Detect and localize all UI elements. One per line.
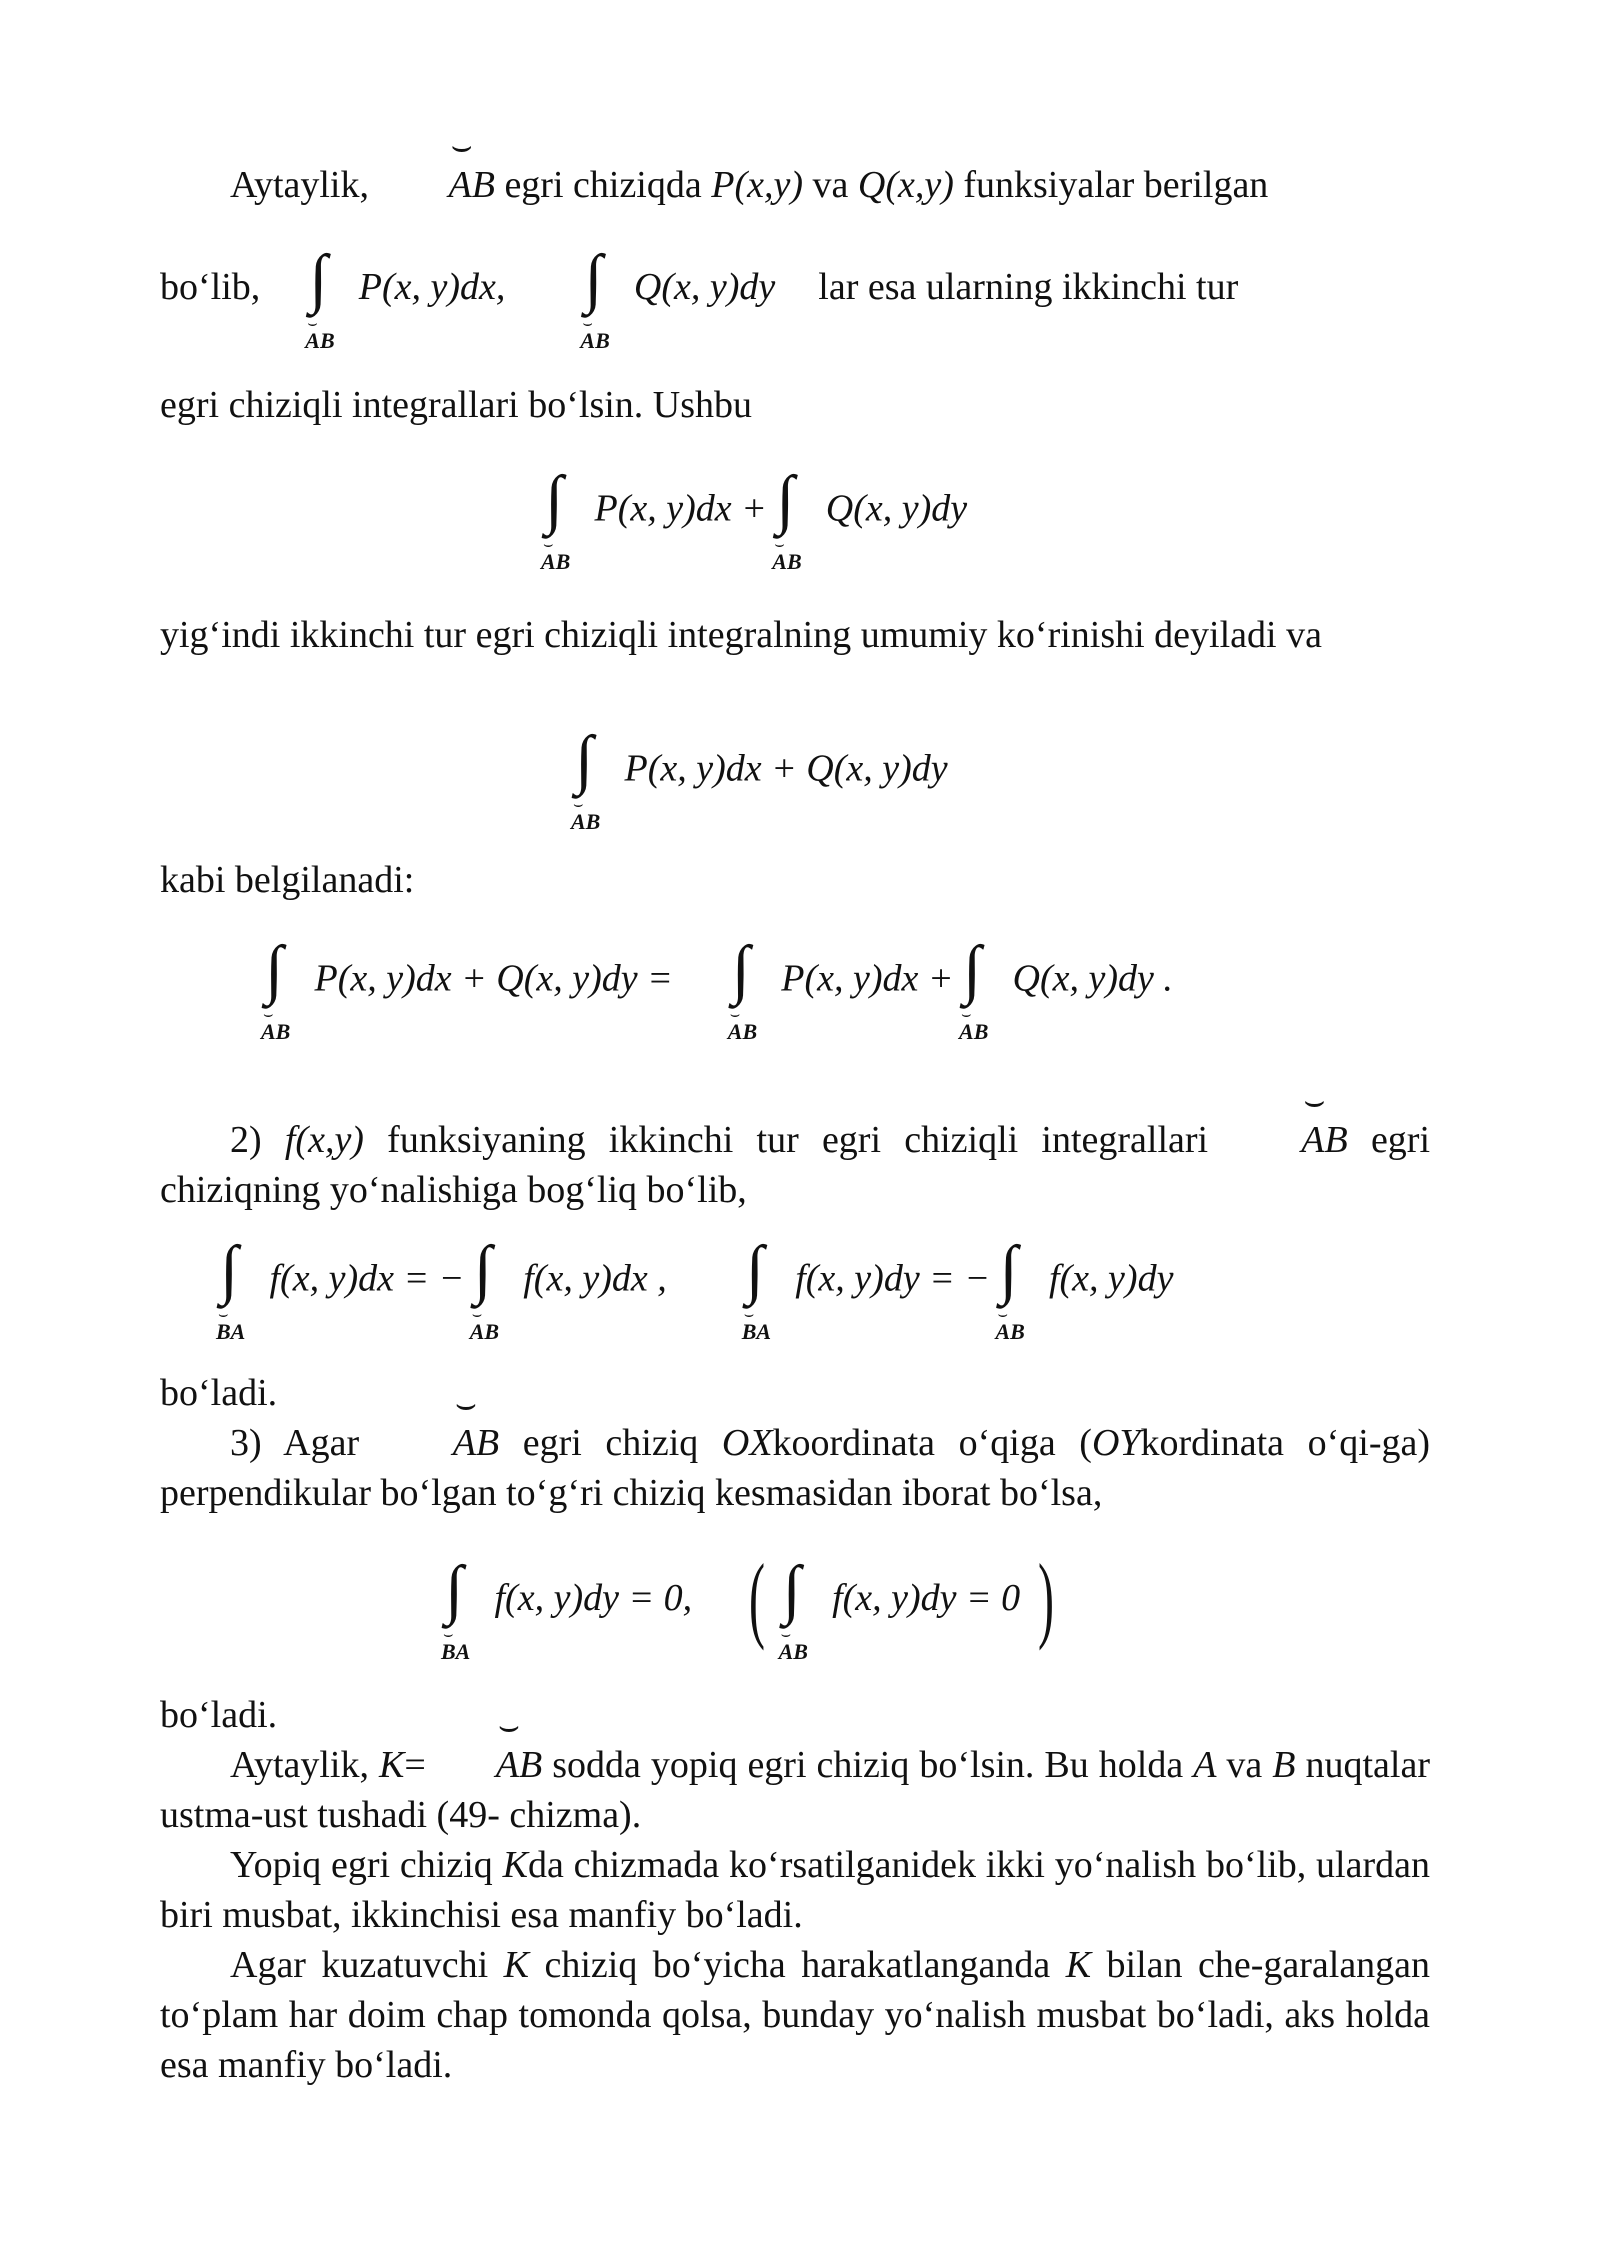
integral-sign: ∫ ⌣ AB [545, 473, 579, 543]
integral-sign: ∫ ⌣ AB [999, 1243, 1033, 1313]
integral-sign: ∫ ⌣ BA [445, 1563, 479, 1633]
integral-sign: ∫ ⌣ AB [265, 943, 299, 1013]
arc-label: ⌣ AB [379, 160, 495, 210]
text: bo‘lib, [160, 266, 261, 308]
para-2 [160, 242, 1430, 353]
text: 2) [230, 1119, 262, 1161]
text: = [404, 1744, 426, 1786]
integral-sign: ∫ ⌣ AB [474, 1243, 508, 1313]
math-text: Q(x,y) [857, 164, 954, 206]
text: egri chiziqning yo‘nalishiga bog‘liq bo‘lib, [160, 1119, 1431, 1211]
text: da chizmada ko‘rsatilganidek ikki yo‘nalish bo‘lib, ulardan biri musbat, ikkinchisi esa manfiy bo‘ladi. [160, 1844, 1431, 1936]
para-6 [160, 1115, 1430, 1215]
text: Aytaylik, [230, 164, 369, 206]
text: va [1226, 1744, 1263, 1786]
text: egri chiziq [522, 1422, 699, 1464]
text: va [812, 164, 849, 206]
para-3 [160, 380, 1430, 430]
integral-sign: ∫ ⌣ AB [584, 252, 618, 322]
formula-term: f(x, y)dy [1048, 1257, 1174, 1300]
math-text: A [1193, 1744, 1217, 1786]
arc-label: ⌣ AB [426, 1740, 542, 1790]
left-paren: ( [749, 1544, 766, 1651]
text: egri chiziqda [504, 164, 702, 206]
formula-term: f(x, y)dy = 0, [494, 1577, 693, 1619]
para-5 [160, 855, 1430, 905]
formula-term: f(x, y)dx , [523, 1257, 667, 1300]
integral-sign: ∫ ⌣ AB [732, 943, 766, 1013]
math-text: K [1065, 1944, 1092, 1986]
math-text: OY [1091, 1422, 1141, 1464]
text: bilan che-garalangan to‘plam har doim chap tomonda qolsa, bunday yo‘nalish musbat bo‘ladi, aks holda esa manfiy bo‘ladi. [160, 1944, 1431, 2086]
math-text: K [379, 1744, 405, 1786]
math-text: K [503, 1944, 529, 1986]
formula-term: Q(x, y)dy . [1012, 957, 1173, 1000]
text: chiziq bo‘yicha harakatlanganda [544, 1944, 1051, 1986]
formula-term: P(x, y)dx + [594, 487, 767, 530]
text: yig‘indi ikkinchi tur egri chiziqli integralning umumiy ko‘rinishi deyiladi va [160, 614, 1322, 656]
text: bo‘ladi. [160, 1372, 278, 1414]
formula-zero [441, 1544, 1062, 1664]
para-7 [160, 1368, 1430, 1518]
math-text: OX [721, 1422, 773, 1464]
formula-term: Q(x, y)dy [633, 266, 776, 308]
text: bo‘ladi. [160, 1694, 278, 1736]
math-text: f(x,y) [284, 1119, 364, 1161]
text: lar esa ularning ikkinchi tur [818, 266, 1239, 308]
integral-sign: ∫ ⌣ AB [783, 1563, 817, 1633]
text: Agar kuzatuvchi [230, 1944, 489, 1986]
math-text: K [502, 1844, 528, 1886]
integral-sign: ∫ ⌣ AB [776, 473, 810, 543]
integral-sign: ∫ ⌣ BA [746, 1243, 780, 1313]
text: Yopiq egri chiziq [230, 1844, 493, 1886]
text: 3) Agar [230, 1422, 360, 1464]
text: kabi belgilanadi: [160, 859, 415, 901]
math-text: B [1272, 1744, 1296, 1786]
formula-sum [541, 463, 968, 575]
integral-sign: ∫ ⌣ BA [220, 1243, 254, 1313]
text: Aytaylik, [230, 1744, 369, 1786]
text: sodda yopiq egri chiziq bo‘lsin. Bu holda [552, 1744, 1184, 1786]
right-paren: ) [1037, 1544, 1054, 1651]
text: kordinata o‘qi-ga) perpendikular bo‘lgan to‘g‘ri chiziq kesmasidan iborat bo‘lsa, [160, 1422, 1431, 1514]
formula-term: f(x, y)dy = 0 [832, 1577, 1021, 1619]
text: funksiyaning ikkinchi tur egri chiziqli integrallari [387, 1119, 1209, 1161]
para-4 [160, 610, 1430, 660]
formula-term: P(x, y)dx + [781, 957, 954, 1000]
formula-term: Q(x, y)dy [825, 487, 968, 530]
formula-term: P(x, y)dx + Q(x, y)dy [624, 747, 948, 790]
arc-label: ⌣ AB [1231, 1115, 1347, 1165]
formula-term: P(x, y)dx + Q(x, y)dy = [314, 957, 673, 1000]
para-8 [160, 1690, 1430, 2090]
formula-combined [571, 723, 948, 835]
formula-term: P(x, y)dx, [358, 266, 506, 308]
formula-direction [216, 1233, 1174, 1345]
integral-sign: ∫ ⌣ AB [575, 733, 609, 803]
formula-term: f(x, y)dx = − [269, 1257, 465, 1300]
formula-term: f(x, y)dy = − [795, 1257, 990, 1300]
para-1 [160, 160, 1430, 210]
text: nuqtalar ustma-ust tushadi (49- chizma). [160, 1744, 1431, 1836]
formula-equality [261, 933, 1173, 1045]
text: funksiyalar berilgan [963, 164, 1269, 206]
integral-sign: ∫ ⌣ AB [309, 252, 343, 322]
math-text: P(x,y) [711, 164, 803, 206]
text: egri chiziqli integrallari bo‘lsin. Ushbu [160, 384, 753, 426]
arc-label: ⌣ AB [383, 1418, 499, 1468]
text: koordinata o‘qiga ( [772, 1422, 1092, 1464]
integral-sign: ∫ ⌣ AB [963, 943, 997, 1013]
